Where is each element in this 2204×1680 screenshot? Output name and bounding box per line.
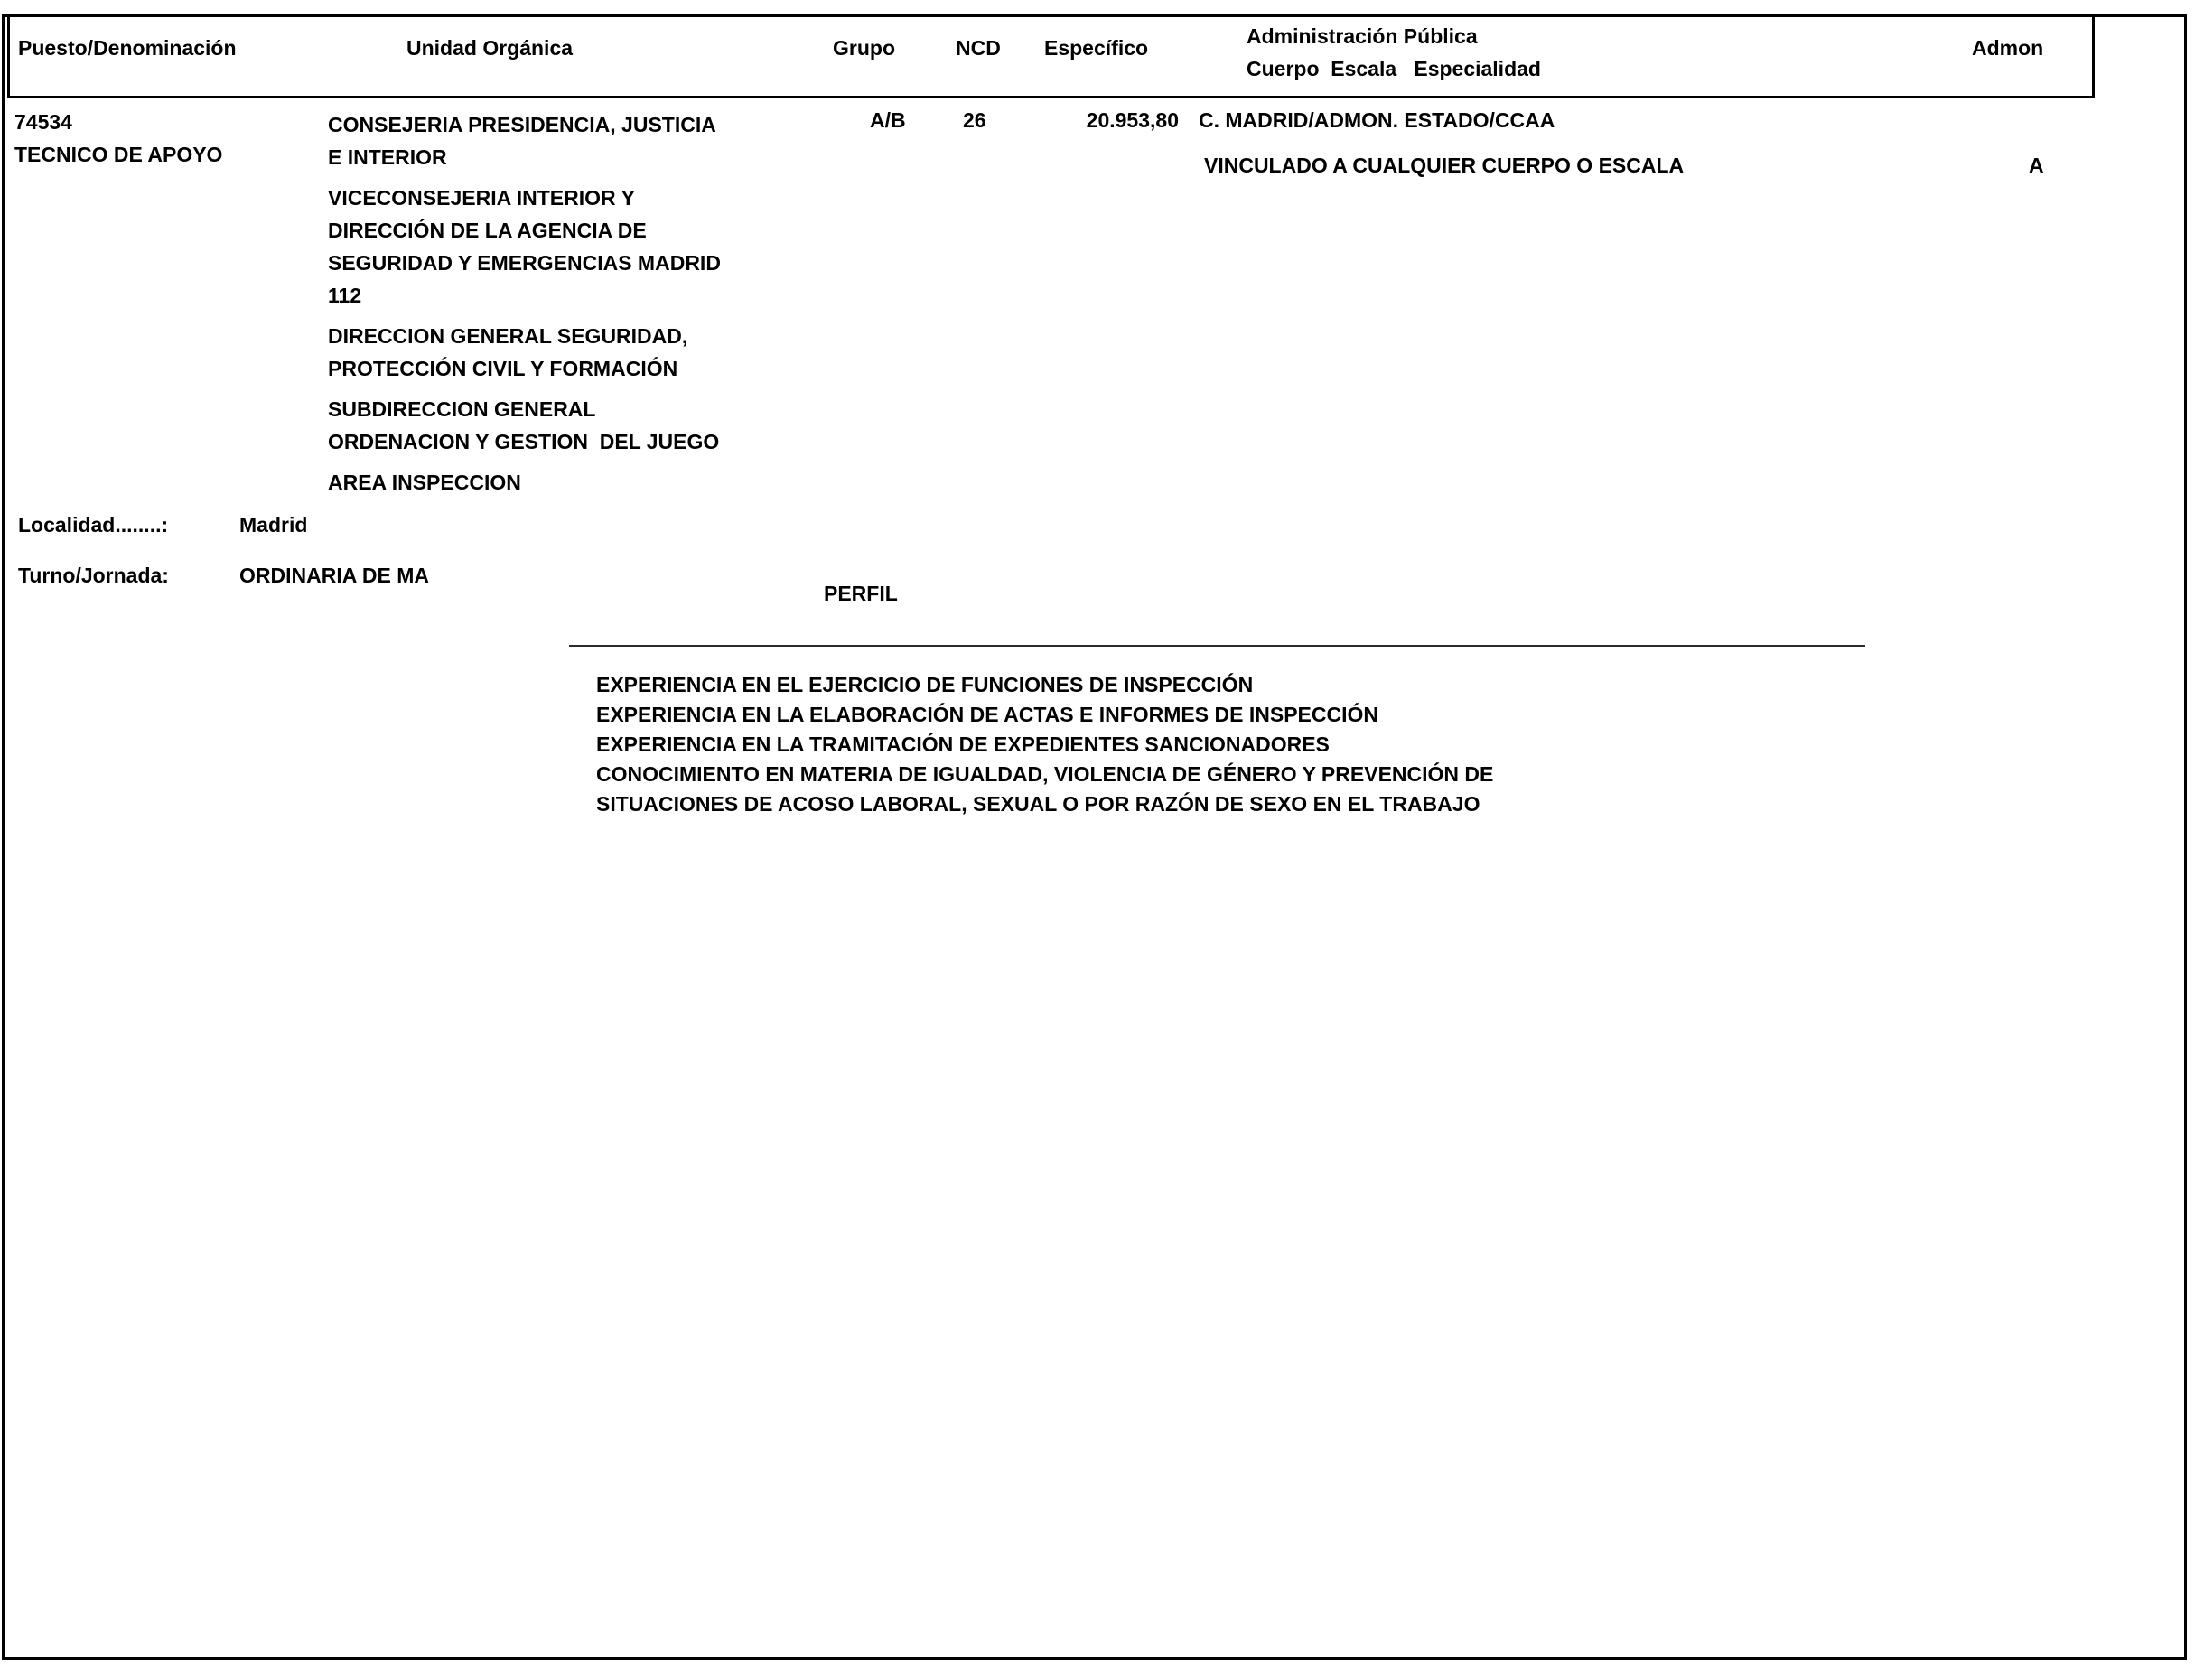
column-header-admon: Admon [1972, 36, 2044, 60]
column-header-ncd: NCD [956, 36, 1001, 60]
grupo-value: A/B [870, 108, 906, 132]
unidad-line: DIRECCION GENERAL SEGURIDAD, [328, 324, 688, 348]
perfil-list [596, 670, 1493, 819]
especifico-value: 20.953,80 [1086, 108, 1179, 132]
perfil-item: SITUACIONES DE ACOSO LABORAL, SEXUAL O POR RAZÓN DE SEXO EN EL TRABAJO [596, 792, 1480, 816]
unidad-line: AREA INSPECCION [328, 471, 521, 494]
admon-value: A [2029, 154, 2044, 177]
column-header-administracion-line1: Administración Pública [1247, 24, 1478, 48]
perfil-item: CONOCIMIENTO EN MATERIA DE IGUALDAD, VIOLENCIA DE GÉNERO Y PREVENCIÓN DE [596, 762, 1494, 786]
unidad-line: E INTERIOR [328, 145, 447, 169]
administracion-publica-value: C. MADRID/ADMON. ESTADO/CCAA [1199, 108, 1555, 132]
localidad-label: Localidad........: [18, 513, 169, 537]
unidad-organica-viceconsejeria [328, 182, 834, 312]
unidad-line: CONSEJERIA PRESIDENCIA, JUSTICIA [328, 113, 716, 136]
unidad-line: VICECONSEJERIA INTERIOR Y [328, 186, 635, 210]
column-header-grupo: Grupo [833, 36, 895, 60]
unidad-organica-subdireccion [328, 393, 834, 458]
perfil-item: EXPERIENCIA EN EL EJERCICIO DE FUNCIONES DE INSPECCIÓN [596, 673, 1254, 696]
unidad-line: PROTECCIÓN CIVIL Y FORMACIÓN [328, 357, 678, 380]
unidad-organica [328, 108, 834, 507]
column-header-unidad: Unidad Orgánica [406, 36, 574, 60]
turno-jornada-value: ORDINARIA DE MA [239, 564, 429, 587]
perfil-divider [569, 645, 1865, 647]
unidad-line: ORDENACION Y GESTION DEL JUEGO [328, 430, 720, 453]
unidad-line: SUBDIRECCION GENERAL [328, 397, 596, 421]
turno-jornada-label: Turno/Jornada: [18, 564, 169, 587]
perfil-item: EXPERIENCIA EN LA TRAMITACIÓN DE EXPEDIENTES SANCIONADORES [596, 733, 1330, 756]
unidad-line: 112 [328, 284, 362, 307]
perfil-item: EXPERIENCIA EN LA ELABORACIÓN DE ACTAS E INFORMES DE INSPECCIÓN [596, 703, 1378, 726]
cuerpo-escala-value: VINCULADO A CUALQUIER CUERPO O ESCALA [1204, 154, 1685, 177]
column-header-puesto: Puesto/Denominación [18, 36, 237, 60]
unidad-line: SEGURIDAD Y EMERGENCIAS MADRID [328, 251, 721, 275]
column-header-administracion [1247, 20, 1541, 85]
column-header-administracion-line2: Cuerpo Escala Especialidad [1247, 57, 1541, 80]
perfil-heading: PERFIL [824, 582, 898, 605]
localidad-value: Madrid [239, 513, 308, 537]
ncd-value: 26 [963, 108, 986, 132]
unidad-organica-direccion-general [328, 320, 834, 385]
puesto-codigo: 74534 [14, 110, 72, 134]
puesto-denominacion: TECNICO DE APOYO [14, 143, 223, 166]
unidad-line: DIRECCIÓN DE LA AGENCIA DE [328, 219, 647, 242]
unidad-organica-area [328, 466, 834, 499]
unidad-organica-consejeria [328, 108, 834, 173]
column-header-especifico: Específico [1044, 36, 1149, 60]
